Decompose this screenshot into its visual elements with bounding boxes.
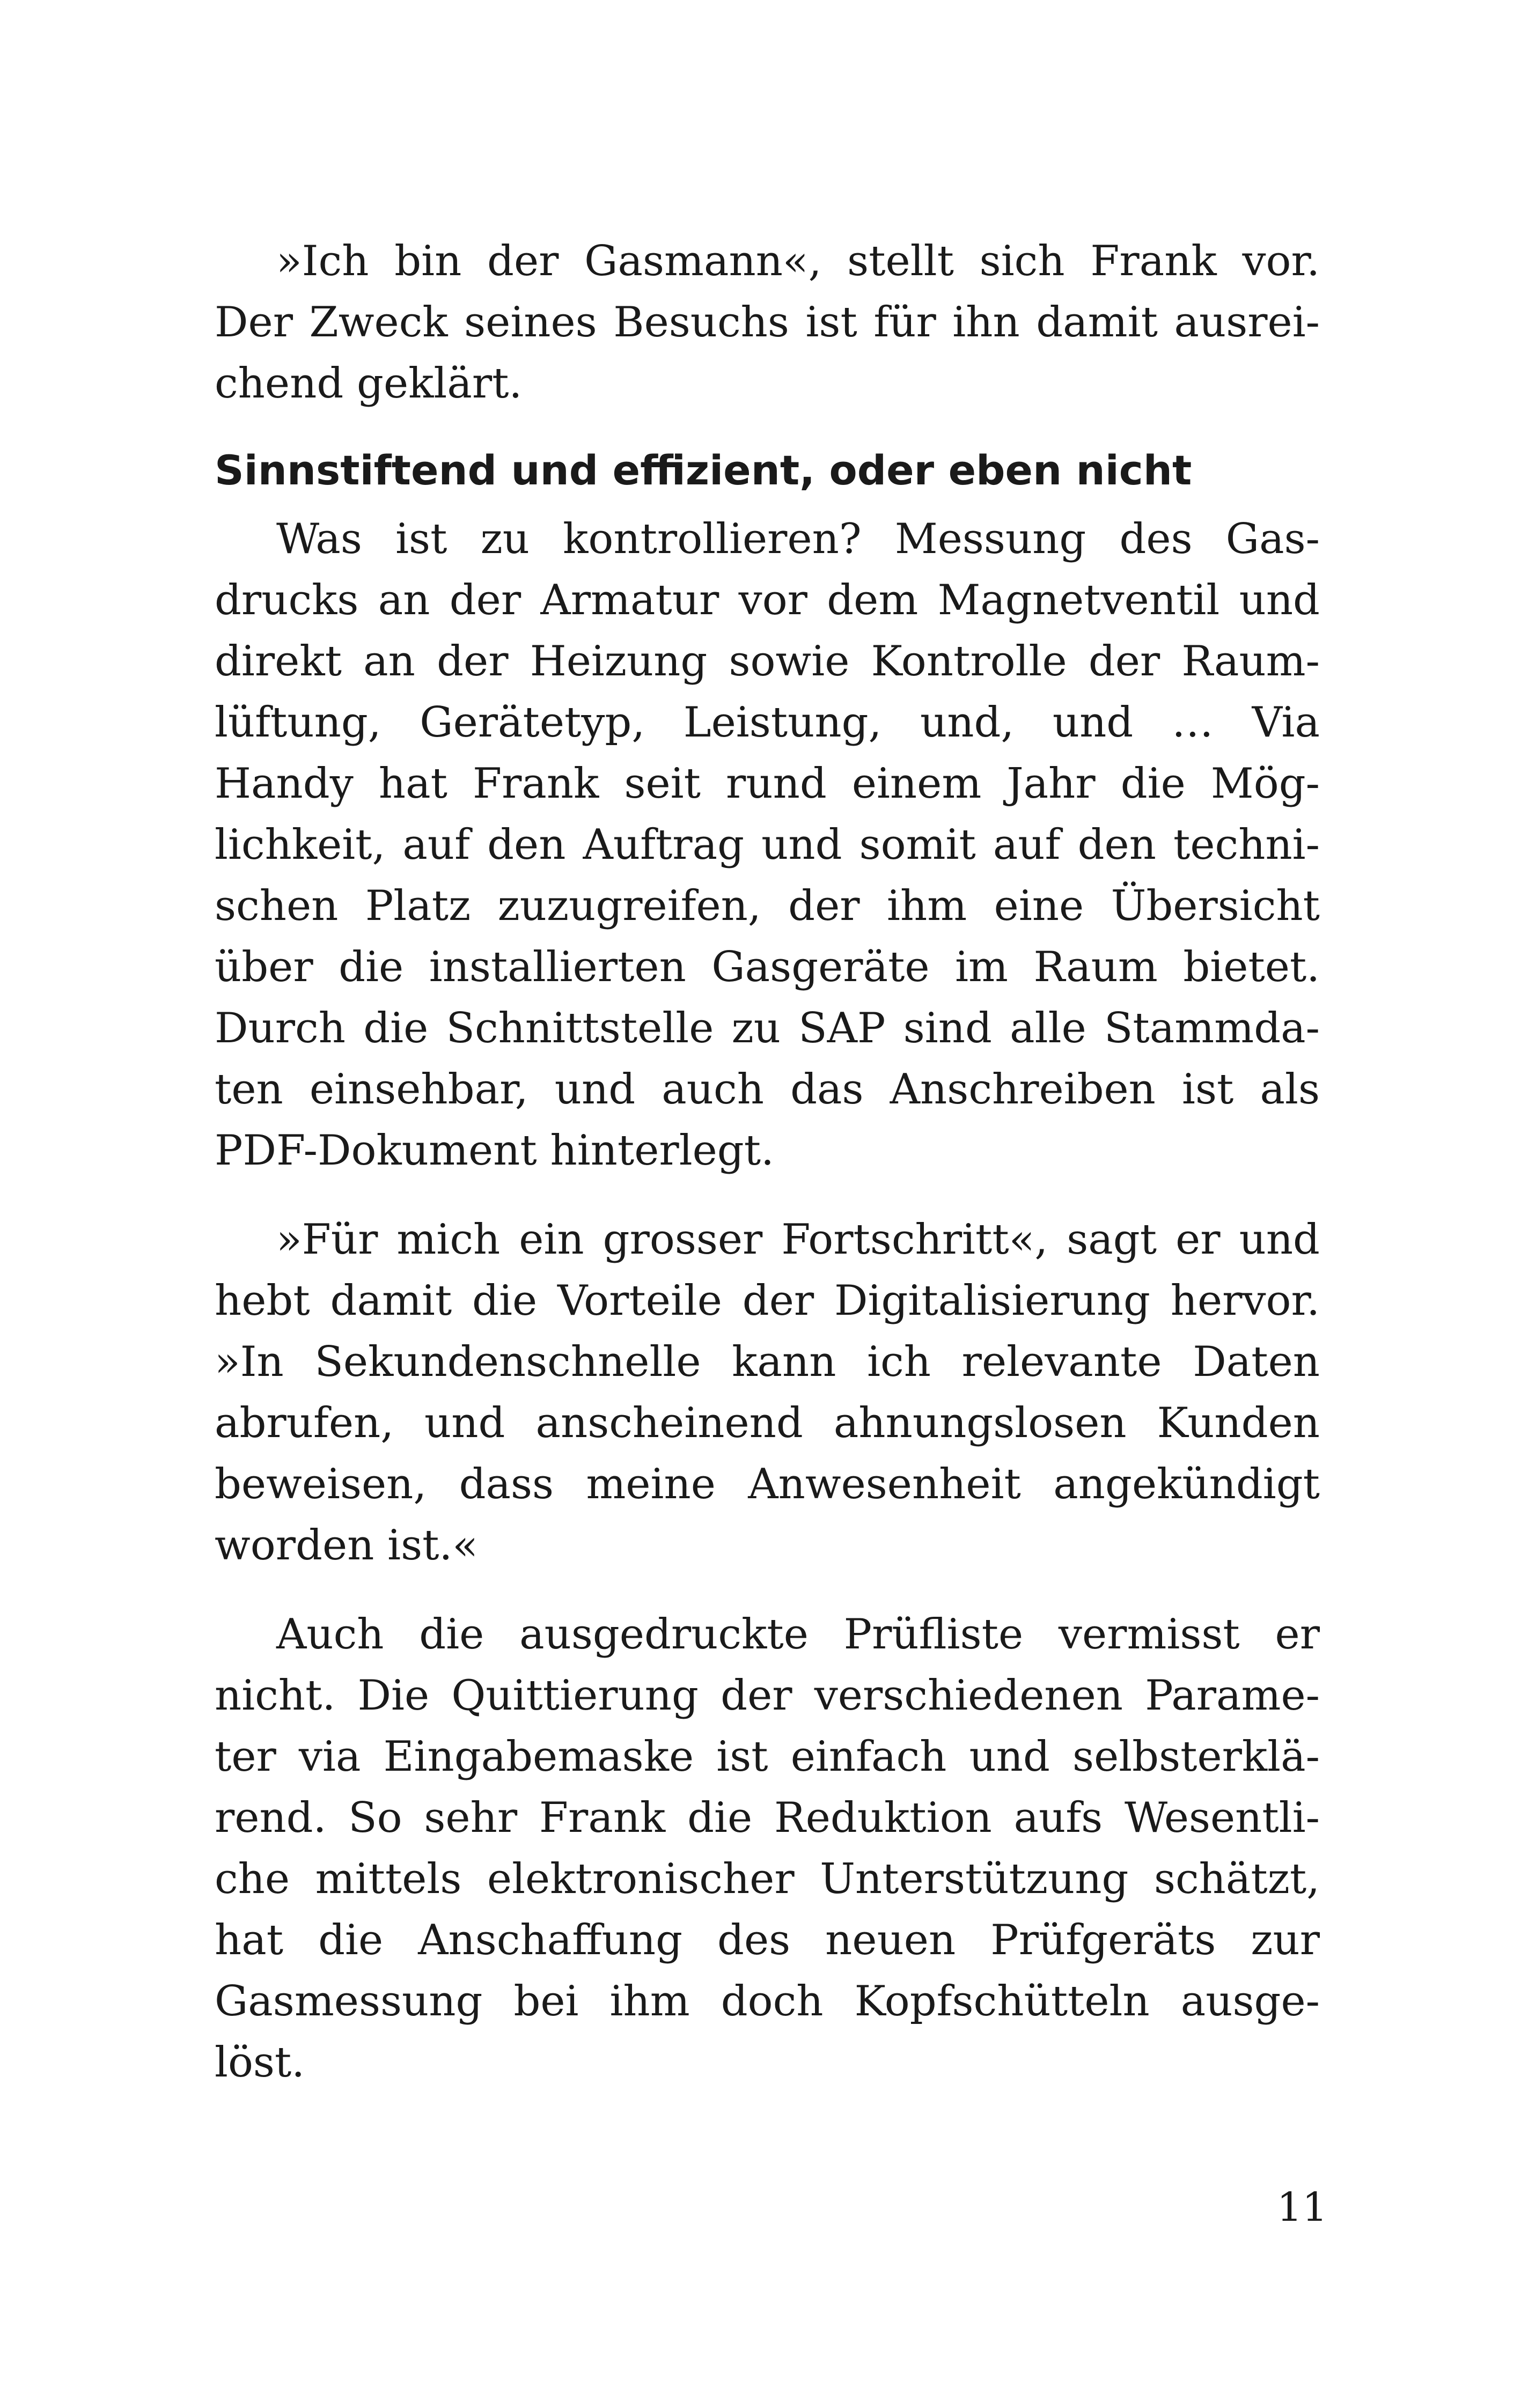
text-line: lichkeit, auf den Auftrag und somit auf den techni- (215, 821, 1320, 869)
text-line: schen Platz zuzugreifen, der ihm eine Übersicht (215, 882, 1320, 930)
paragraph-1 (215, 231, 1320, 414)
text-line: nicht. Die Quittierung der verschiedenen Parame- (215, 1671, 1320, 1720)
paragraph-4 (215, 1604, 1320, 2093)
text-line: hat die Anschaffung des neuen Prüfgeräts zur (215, 1916, 1320, 1964)
text-line: ten einsehbar, und auch das Anschreiben ist als (215, 1065, 1320, 1114)
text-line: Was ist zu kontrollieren? Messung des Gas- (276, 515, 1320, 563)
book-page (215, 231, 1320, 2093)
text-line: Durch die Schnittstelle zu SAP sind alle Stammda- (215, 1004, 1320, 1052)
text-line: über die installierten Gasgeräte im Raum bietet. (215, 943, 1320, 991)
text-line: Auch die ausgedruckte Prüfliste vermisst er (276, 1610, 1320, 1659)
section-heading: Sinnstiftend und effizient, oder eben nicht (215, 446, 1192, 494)
text-line: »Ich bin der Gasmann«, stellt sich Frank vor. (276, 237, 1320, 285)
text-line: Handy hat Frank seit rund einem Jahr die Mög- (215, 760, 1320, 808)
text-line: lüftung, Gerätetyp, Leistung, und, und … Via (215, 698, 1320, 747)
text-line: ter via Eingabemaske ist einfach und selbsterklä- (215, 1733, 1320, 1781)
paragraph-3 (215, 1209, 1320, 1576)
text-line: chend geklärt. (215, 359, 523, 408)
text-line: PDF-Dokument hinterlegt. (215, 1126, 774, 1175)
text-line: hebt damit die Vorteile der Digitalisierung hervor. (215, 1277, 1320, 1325)
text-line: worden ist.« (215, 1521, 478, 1570)
text-line: »In Sekundenschnelle kann ich relevante Daten (215, 1338, 1320, 1386)
text-line: che mittels elektronischer Unterstützung schätzt, (215, 1855, 1320, 1903)
text-line: löst. (215, 2038, 305, 2087)
page-number: 11 (1277, 2184, 1328, 2230)
text-line: »Für mich ein grosser Fortschritt«, sagt er und (276, 1216, 1320, 1264)
text-line: beweisen, dass meine Anwesenheit angekündigt (215, 1460, 1320, 1508)
text-line: rend. So sehr Frank die Reduktion aufs Wesentli- (215, 1794, 1320, 1842)
text-line: Der Zweck seines Besuchs ist für ihn damit ausrei- (215, 298, 1320, 347)
text-line: Gasmessung bei ihm doch Kopfschütteln ausge- (215, 1977, 1320, 2026)
paragraph-2 (215, 509, 1320, 1181)
text-line: direkt an der Heizung sowie Kontrolle der Raum- (215, 637, 1320, 686)
text-line: drucks an der Armatur vor dem Magnetventil und (215, 576, 1320, 624)
text-line: abrufen, und anscheinend ahnungslosen Kunden (215, 1399, 1320, 1447)
